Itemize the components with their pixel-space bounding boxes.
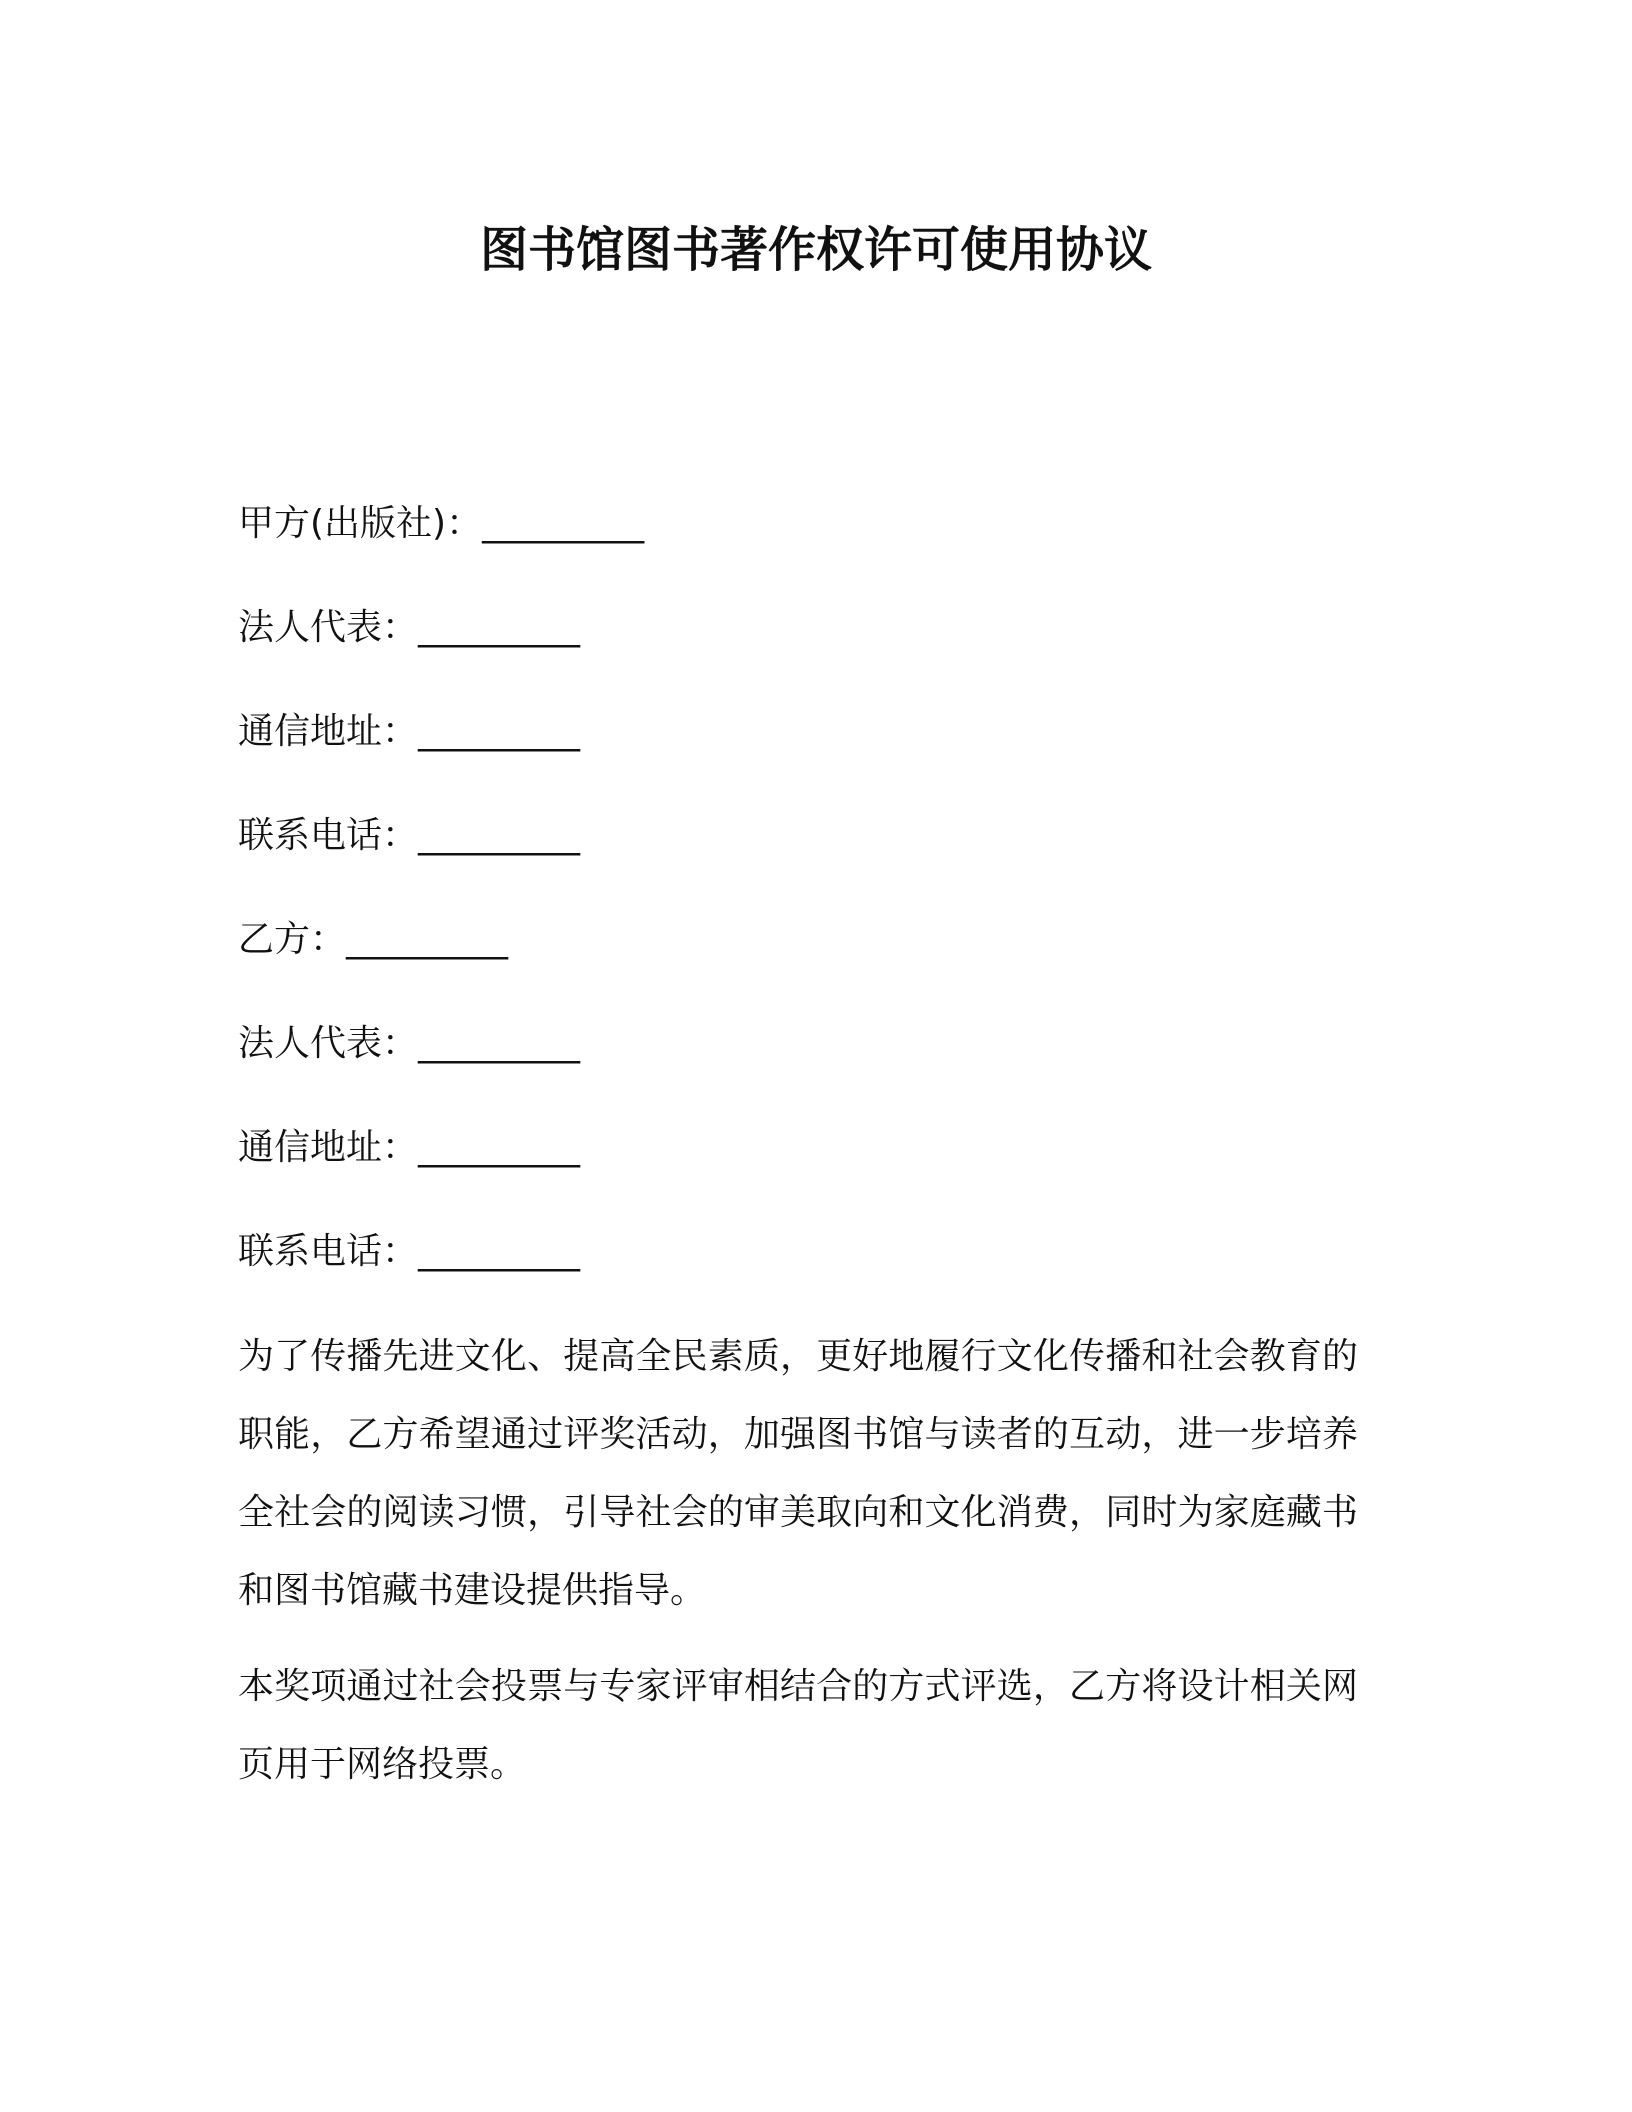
field-blank: _________ [418, 711, 581, 752]
field-label: 通信地址： [238, 711, 419, 752]
party-a-phone-field [238, 808, 1398, 912]
field-blank: _________ [482, 503, 645, 544]
field-label: 乙方： [238, 919, 347, 960]
field-blank: _________ [346, 919, 509, 960]
party-b-name-field [238, 912, 1398, 1016]
party-b-legal-rep-field [238, 1016, 1398, 1120]
party-info-fields [238, 496, 1398, 1328]
party-a-address-field [238, 704, 1398, 808]
party-a-name-field [238, 496, 1398, 600]
field-blank: _________ [418, 607, 581, 648]
field-blank: _________ [418, 1127, 581, 1168]
agreement-body [238, 1318, 1358, 1822]
field-label: 法人代表： [238, 1023, 419, 1064]
field-blank: _________ [418, 1023, 581, 1064]
field-label: 甲方(出版社)： [238, 503, 483, 544]
document-title: 图书馆图书著作权许可使用协议 [479, 222, 1152, 278]
field-blank: _________ [418, 1231, 581, 1272]
paragraph-voting-method: 本奖项通过社会投票与专家评审相结合的方式评选，乙方将设计相关网页用于网络投票。 [238, 1666, 1358, 1785]
party-a-legal-rep-field [238, 600, 1398, 704]
field-label: 联系电话： [238, 815, 419, 856]
party-b-phone-field [238, 1224, 1398, 1328]
field-label: 法人代表： [238, 607, 419, 648]
field-label: 联系电话： [238, 1231, 419, 1272]
paragraph-purpose: 为了传播先进文化、提高全民素质，更好地履行文化传播和社会教育的职能，乙方希望通过评奖活动，加强图书馆与读者的互动，进一步培养全社会的阅读习惯，引导社会的审美取向和文化消费，同时为家庭藏书和图书馆藏书建设提供指导。 [238, 1336, 1358, 1611]
field-blank: _________ [418, 815, 581, 856]
party-b-address-field [238, 1120, 1398, 1224]
field-label: 通信地址： [238, 1127, 419, 1168]
